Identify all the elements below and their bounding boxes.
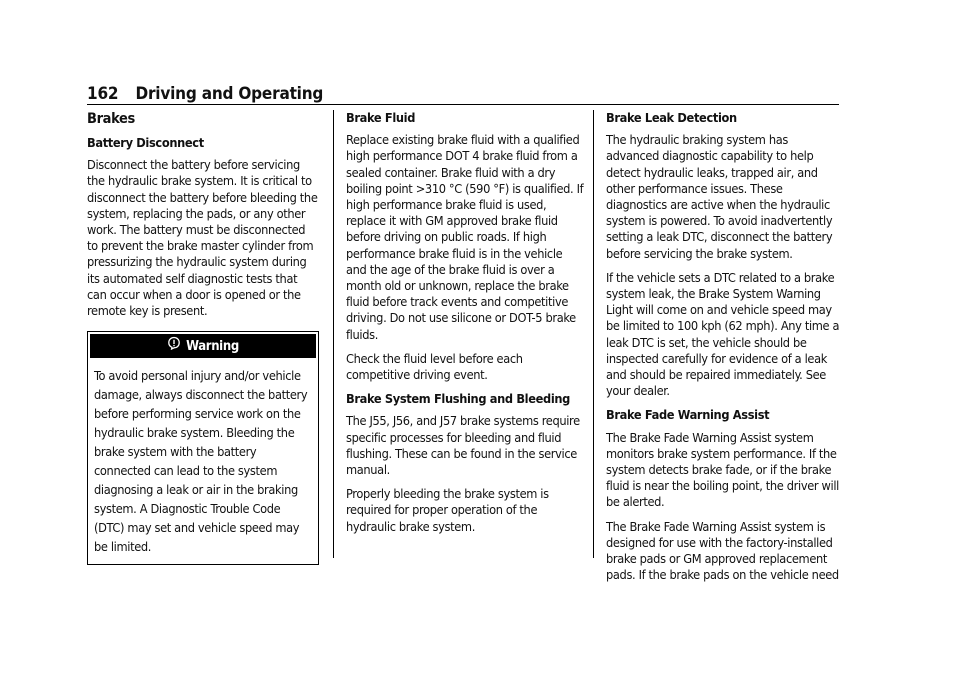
subheading-brake-fluid: Brake Fluid (346, 110, 416, 125)
paragraph: Replace existing brake fluid with a qualified high performance DOT 4 brake fluid from a sealed container. Brake fluid with a dry boiling point >310 °C (590 °F) is qualified. If high performance brake fluid is used, replace it with GM approved brake fluid before driving on public roads. If high performance brake fluid is in the vehicle and the age of the brake fluid is over a month old or unknown, replace the brake fluid before track events and competitive driving. Do not use silicone or DOT-5 brake fluids. (346, 132, 584, 342)
paragraph: The J55, J56, and J57 brake systems require specific processes for bleeding and fluid flushing. These can be found in the service manual. (346, 413, 580, 478)
subheading-battery-disconnect: Battery Disconnect (87, 135, 204, 150)
column-3 (606, 110, 842, 591)
section-heading-brakes: Brakes (87, 111, 135, 127)
column-1 (87, 110, 319, 565)
warning-box (87, 331, 319, 565)
warning-icon (167, 334, 181, 358)
paragraph: Properly bleeding the brake system is required for proper operation of the hydraulic brake system. (346, 486, 549, 534)
paragraph: Disconnect the battery before servicing the hydraulic brake system. It is critical to disconnect the battery before bleeding the system, replacing the pads, or any other work. The battery must be disconnected to prevent the brake master cylinder from pressurizing the hydraulic system during its automated self diagnostic tests that can occur when a door is opened or the remote key is present. (87, 157, 318, 319)
paragraph: If the vehicle sets a DTC related to a brake system leak, the Brake System Warning Light will come on and vehicle speed may be limited to 100 kph (62 mph). Any time a leak DTC is set, the vehicle should be inspected carefully for evidence of a leak and should be repaired immediately. See your dealer. (606, 269, 840, 399)
paragraph: The Brake Fade Warning Assist system monitors brake system performance. If the system detects brake fade, or if the brake fluid is near the boiling point, the driver will be alerted. (606, 429, 839, 510)
warning-header (90, 334, 316, 358)
page-number: 162 (87, 84, 119, 104)
paragraph: The hydraulic braking system has advanced diagnostic capability to help detect hydraulic leaks, trapped air, and other performance issues. These diagnostics are active when the hydraulic system is powered. To avoid inadvertently setting a leak DTC, disconnect the battery before servicing the brake system. (606, 132, 833, 261)
warning-text: To avoid personal injury and/or vehicle damage, always disconnect the battery before performing service work on the hydraulic brake system. Bleeding the brake system with the battery connected can lead to the system diagnosing a leak or air in the braking system. A Diagnostic Trouble Code (DTC) may set and vehicle speed may be limited. (94, 368, 308, 555)
paragraph: The Brake Fade Warning Assist system is designed for use with the factory-installed brake pads or GM approved replacement pads. If the brake pads on the vehicle need (606, 518, 839, 583)
section-title: Driving and Operating (135, 84, 324, 104)
column-2 (346, 110, 584, 543)
column-divider (593, 110, 594, 558)
warning-title: Warning (186, 339, 239, 355)
page-header (87, 84, 323, 104)
paragraph: Check the fluid level before each competitive driving event. (346, 350, 523, 383)
column-divider (333, 110, 334, 558)
subheading-brake-fade: Brake Fade Warning Assist (606, 407, 770, 423)
subheading-flushing-bleeding: Brake System Flushing and Bleeding (346, 391, 571, 407)
subheading-leak-detection: Brake Leak Detection (606, 110, 737, 125)
header-rule (87, 104, 839, 105)
